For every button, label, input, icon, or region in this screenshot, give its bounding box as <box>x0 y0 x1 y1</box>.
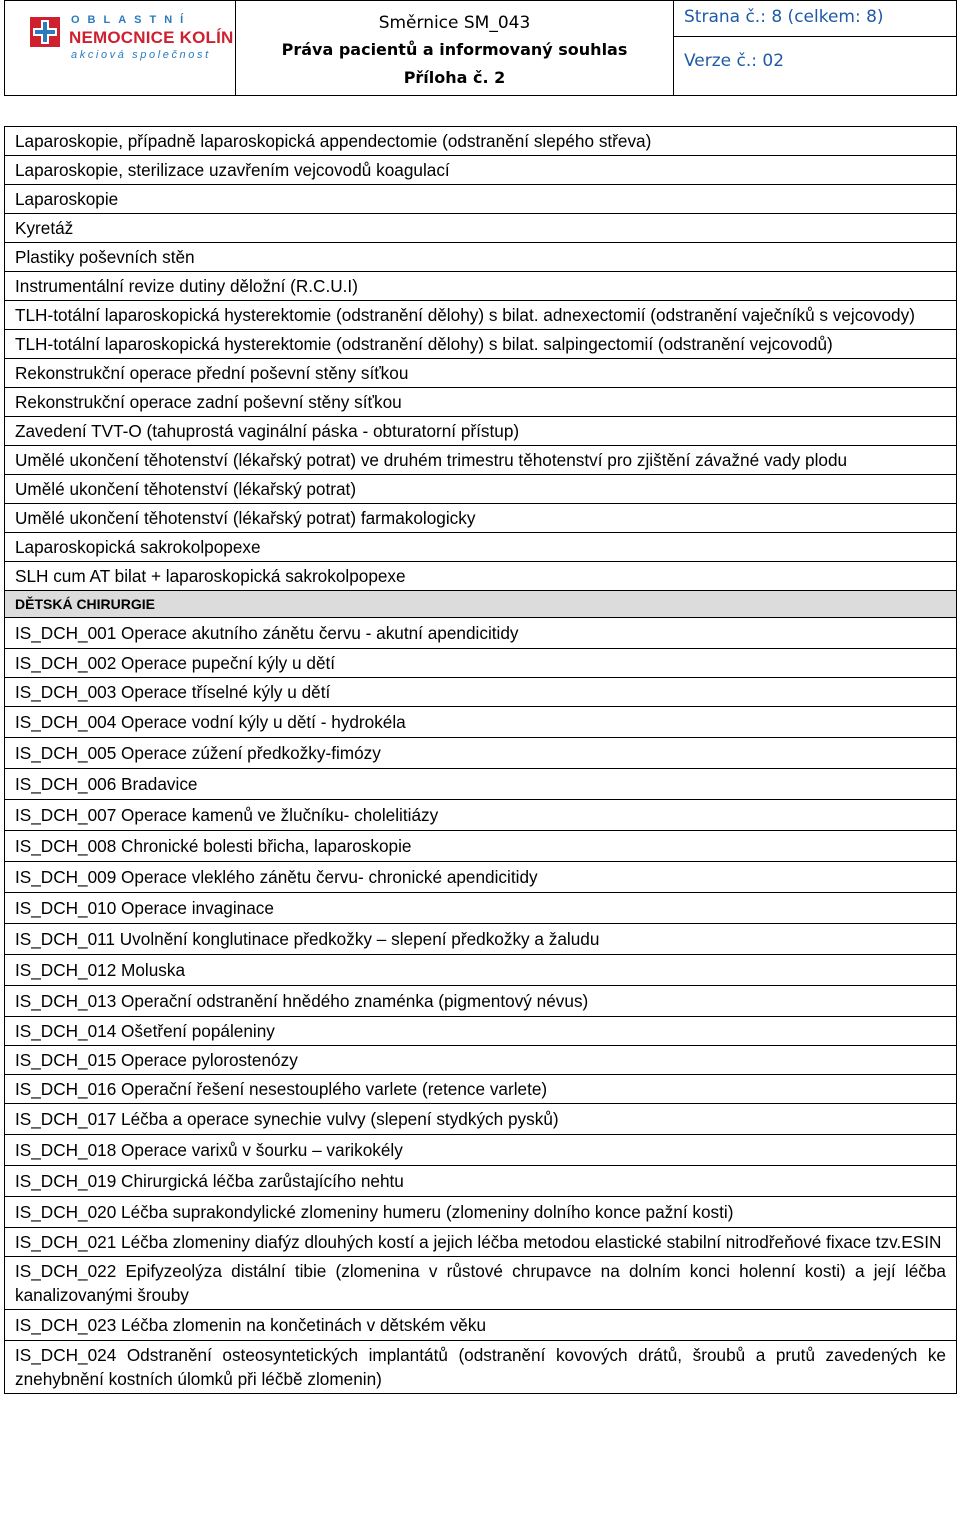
document-title-block <box>236 1 674 95</box>
table-row: IS_DCH_010 Operace invaginace <box>4 893 957 924</box>
table-row: TLH-totální laparoskopická hysterektomie (odstranění dělohy) s bilat. adnexectomií (odstranění vaječníků s vejcovody) <box>4 301 957 330</box>
table-row: Instrumentální revize dutiny děložní (R.C.U.I) <box>4 272 957 301</box>
version-number: Verze č.: 02 <box>684 51 785 71</box>
table-row: Umělé ukončení těhotenství (lékařský potrat) <box>4 475 957 504</box>
doc-title: Práva pacientů a informovaný souhlas <box>281 40 628 59</box>
table-row: IS_DCH_016 Operační řešení nesestouplého varlete (retence varlete) <box>4 1075 957 1104</box>
table-row: IS_DCH_020 Léčba suprakondylické zlomeniny humeru (zlomeniny dolního konce pažní kosti) <box>4 1197 957 1228</box>
document-header <box>4 0 957 96</box>
table-row: Laparoskopie, sterilizace uzavřením vejcovodů koagulací <box>4 156 957 185</box>
table-row: IS_DCH_015 Operace pylorostenózy <box>4 1046 957 1075</box>
table-row: IS_DCH_011 Uvolnění konglutinace předkožky – slepení předkožky a žaludu <box>4 924 957 955</box>
table-row: SLH cum AT bilat + laparoskopická sakrokolpopexe <box>4 562 957 591</box>
table-row: IS_DCH_013 Operační odstranění hnědého znaménka (pigmentový névus) <box>4 986 957 1017</box>
table-row: IS_DCH_001 Operace akutního zánětu červu - akutní apendicitidy <box>4 618 957 649</box>
hospital-cross-icon <box>30 17 60 47</box>
logo-top-text: OBLASTNÍ <box>71 14 192 26</box>
table-row: Umělé ukončení těhotenství (lékařský potrat) farmakologicky <box>4 504 957 533</box>
table-row: IS_DCH_024 Odstranění osteosyntetických implantátů (odstranění kovových drátů, šroubů a prutů zavedených ke znehybnění kostních úlomků při léčbě zlomenin) <box>4 1341 957 1394</box>
logo-main-text: NEMOCNICE KOLÍN <box>69 28 234 47</box>
procedure-table <box>4 126 957 1394</box>
doc-code: Směrnice SM_043 <box>378 13 531 33</box>
table-row: Laparoskopie, případně laparoskopická appendectomie (odstranění slepého střeva) <box>4 127 957 156</box>
table-row: IS_DCH_002 Operace pupeční kýly u dětí <box>4 649 957 678</box>
table-row: IS_DCH_023 Léčba zlomenin na končetinách v dětském věku <box>4 1310 957 1341</box>
table-row: IS_DCH_007 Operace kamenů ve žlučníku- cholelitiázy <box>4 800 957 831</box>
table-row: IS_DCH_009 Operace vleklého zánětu červu- chronické apendicitidy <box>4 862 957 893</box>
table-row: IS_DCH_019 Chirurgická léčba zarůstajícího nehtu <box>4 1166 957 1197</box>
table-row: IS_DCH_008 Chronické bolesti břicha, laparoskopie <box>4 831 957 862</box>
table-row: IS_DCH_004 Operace vodní kýly u dětí - hydrokéla <box>4 707 957 738</box>
page-number: Strana č.: 8 (celkem: 8) <box>674 1 956 37</box>
table-row: IS_DCH_017 Léčba a operace synechie vulvy (slepení stydkých pysků) <box>4 1104 957 1135</box>
table-row: TLH-totální laparoskopická hysterektomie (odstranění dělohy) s bilat. salpingectomií (odstranění vejcovodů) <box>4 330 957 359</box>
table-row: Rekonstrukční operace zadní poševní stěny síťkou <box>4 388 957 417</box>
hospital-logo <box>5 1 236 95</box>
section-header-pediatric-surgery: DĚTSKÁ CHIRURGIE <box>4 591 957 618</box>
table-row: Kyretáž <box>4 214 957 243</box>
annex-label: Příloha č. 2 <box>403 68 506 87</box>
table-row: Umělé ukončení těhotenství (lékařský potrat) ve druhém trimestru těhotenství pro zjištění závažné vady plodu <box>4 446 957 475</box>
table-row: Laparoskopická sakrokolpopexe <box>4 533 957 562</box>
table-row: Plastiky poševních stěn <box>4 243 957 272</box>
table-row: Rekonstrukční operace přední poševní stěny síťkou <box>4 359 957 388</box>
table-row: IS_DCH_022 Epifyzeolýza distální tibie (zlomenina v růstové chrupavce na dolním konci holenní kosti) a její léčba kanalizovanými šrouby <box>4 1257 957 1310</box>
table-row: Zavedení TVT-O (tahuprostá vaginální páska - obturatorní přístup) <box>4 417 957 446</box>
table-row: IS_DCH_003 Operace tříselné kýly u dětí <box>4 678 957 707</box>
table-row: IS_DCH_018 Operace varixů v šourku – varikokély <box>4 1135 957 1166</box>
page-info-block <box>674 1 956 95</box>
table-row: IS_DCH_006 Bradavice <box>4 769 957 800</box>
table-row: Laparoskopie <box>4 185 957 214</box>
logo-sub-text: akciová společnost <box>71 49 211 61</box>
table-row: IS_DCH_021 Léčba zlomeniny diafýz dlouhých kostí a jejich léčba metodou elastické stabilní nitrodřeňové fixace tzv.ESIN <box>4 1228 957 1257</box>
table-row: IS_DCH_014 Ošetření popáleniny <box>4 1017 957 1046</box>
table-row: IS_DCH_012 Moluska <box>4 955 957 986</box>
table-row: IS_DCH_005 Operace zúžení předkožky-fimózy <box>4 738 957 769</box>
